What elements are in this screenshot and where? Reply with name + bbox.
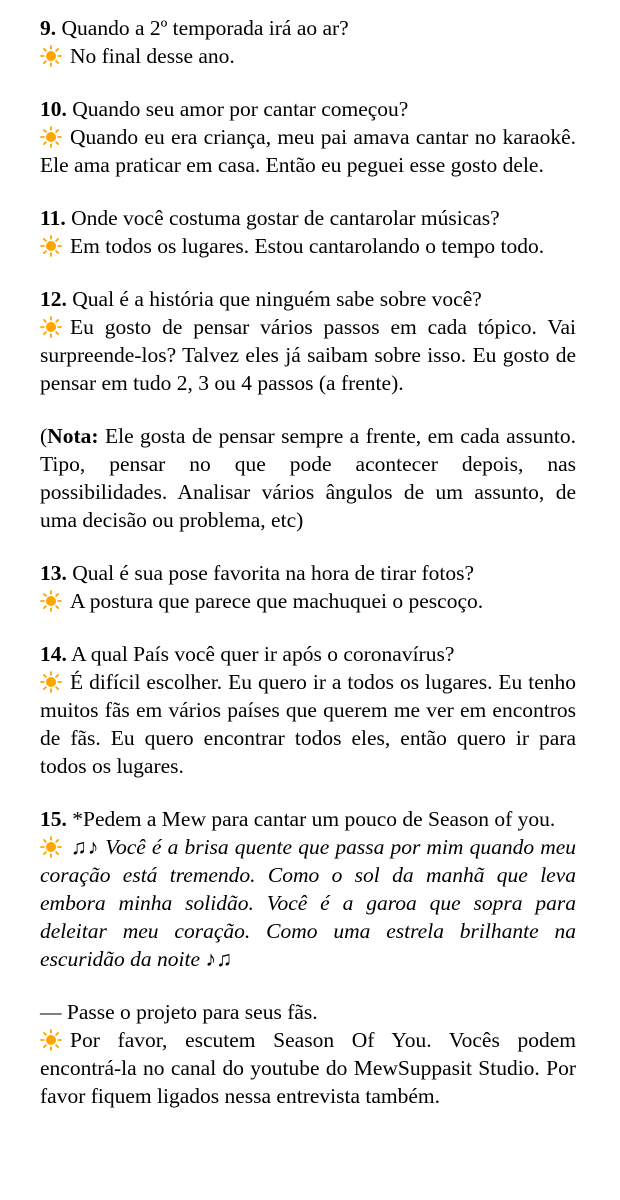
note-text <box>40 422 576 534</box>
qa-item-9 <box>40 14 576 70</box>
answer <box>40 232 576 260</box>
question-number: 11. <box>40 206 66 230</box>
answer <box>40 123 576 179</box>
question <box>40 95 576 123</box>
note-block <box>40 422 576 534</box>
question-number: 10. <box>40 97 67 121</box>
answer <box>40 1026 576 1110</box>
sun-icon <box>40 235 62 257</box>
answer <box>40 313 576 397</box>
sun-icon <box>40 45 62 67</box>
music-notes-icon: ♪♫ <box>205 947 233 971</box>
question <box>40 14 576 42</box>
answer <box>40 587 576 615</box>
answer-text: Em todos os lugares. Estou cantarolando o tempo todo. <box>70 234 545 258</box>
question-text: *Pedem a Mew para cantar um pouco de Season of you. <box>66 807 556 831</box>
qa-item-10 <box>40 95 576 179</box>
question-number: 13. <box>40 561 67 585</box>
qa-item-15 <box>40 805 576 973</box>
qa-item-11 <box>40 204 576 260</box>
question-text: — Passe o projeto para seus fãs. <box>40 1000 318 1024</box>
question <box>40 998 576 1026</box>
sun-icon <box>40 316 62 338</box>
question-number: 15. <box>40 807 67 831</box>
question-text: Quando a 2º temporada irá ao ar? <box>56 16 349 40</box>
answer-text: No final desse ano. <box>70 44 235 68</box>
music-notes-icon: ♫♪ <box>70 835 100 859</box>
answer-text: Eu gosto de pensar vários passos em cada tópico. Vai surpreende-los? Talvez eles já saibam sobre isso. Eu gosto de pensar em tudo 2, 3 ou 4 passos (a frente). <box>40 315 576 395</box>
question <box>40 559 576 587</box>
question <box>40 204 576 232</box>
answer-text: A postura que parece que machuquei o pescoço. <box>70 589 484 613</box>
question-text: Quando seu amor por cantar começou? <box>66 97 409 121</box>
question-number: 9. <box>40 16 57 40</box>
lyrics <box>40 833 576 973</box>
sun-icon <box>40 836 62 858</box>
question-number: 14. <box>40 642 67 666</box>
qa-item-13 <box>40 559 576 615</box>
sun-icon <box>40 671 62 693</box>
question-text: Qual é sua pose favorita na hora de tirar fotos? <box>66 561 475 585</box>
question-text: A qual País você quer ir após o coronavírus? <box>66 642 455 666</box>
answer-text: É difícil escolher. Eu quero ir a todos os lugares. Eu tenho muitos fãs em vários países que querem me ver em encontros de fãs. Eu quero encontrar todos eles, então quero ir para todos os lugares. <box>40 670 576 778</box>
sun-icon <box>40 126 62 148</box>
question-number: 12. <box>40 287 67 311</box>
answer-text: Quando eu era criança, meu pai amava cantar no karaokê. Ele ama praticar em casa. Então eu peguei esse gosto dele. <box>40 125 576 177</box>
qa-item-14 <box>40 640 576 780</box>
note-label: Nota: <box>47 424 99 448</box>
note-open-paren: ( <box>40 424 48 448</box>
note-body: Ele gosta de pensar sempre a frente, em cada assunto. Tipo, pensar no que pode acontecer depois, nas possibilidades. Analisar vários ângulos de um assunto, de uma decisão ou problema, etc) <box>40 424 576 532</box>
qa-item-12 <box>40 285 576 397</box>
lyrics-text: Você é a brisa quente que passa por mim quando meu coração está tremendo. Como o sol da manhã que leva embora minha solidão. Você é a garoa que sopra para deleitar meu coração. Como uma estrela brilhante na escuridão da noite <box>40 835 577 971</box>
question <box>40 640 576 668</box>
answer <box>40 42 576 70</box>
question <box>40 805 576 833</box>
answer-text: Por favor, escutem Season Of You. Vocês podem encontrá-la no canal do youtube do MewSuppasit Studio. Por favor fiquem ligados nessa entrevista também. <box>40 1028 576 1108</box>
qa-final <box>40 998 576 1110</box>
question <box>40 285 576 313</box>
sun-icon <box>40 590 62 612</box>
question-text: Qual é a história que ninguém sabe sobre você? <box>66 287 482 311</box>
question-text: Onde você costuma gostar de cantarolar músicas? <box>65 206 500 230</box>
answer <box>40 668 576 780</box>
sun-icon <box>40 1029 62 1051</box>
